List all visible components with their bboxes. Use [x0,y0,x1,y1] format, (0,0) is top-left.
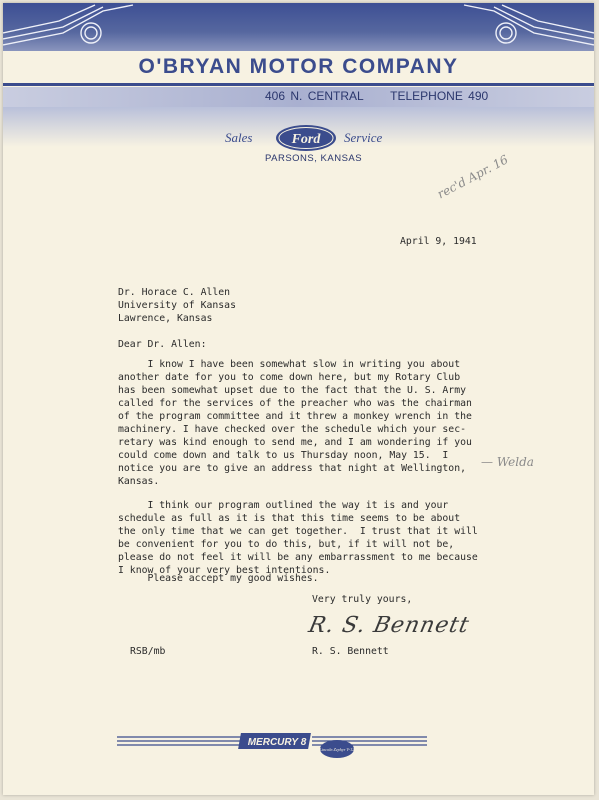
margin-note-text: Welda [496,455,534,469]
city-line: PARSONS, KANSAS [265,153,363,164]
salutation: Dear Dr. Allen: [118,339,207,350]
street-address: 406 N. CENTRAL [265,89,364,103]
right-wing-ornament-icon [454,3,594,53]
received-note: rec'd Apr. 16 [435,152,511,202]
complimentary-close: Very truly yours, [312,594,413,605]
paragraph-line: I know of your very best intentions. [118,565,331,576]
paragraph-line: the only time that we can get together. I trust that it will [118,526,478,537]
paragraph-line: schedule as full as it is that this time seems to be about [118,513,461,524]
ford-logo-text: Ford [291,132,321,147]
paragraph-line: could come down and talk to us Thursday noon, May 15. I [118,450,449,461]
telephone: TELEPHONE 490 [390,89,489,103]
paragraph-line: be convenient for you to do this, but, if it will not be, [118,539,455,550]
sales-label: Sales [225,130,253,145]
signature: R. S. Bennett [306,613,472,638]
paragraph-2 [118,499,558,577]
paragraph-line: notice you are to give an address that night at Wellington, [118,463,466,474]
typist-initials: RSB/mb [130,646,166,657]
ford-logo-icon [275,124,337,152]
footer-ornament [117,727,477,761]
recipient-name: Dr. Horace C. Allen [118,287,231,298]
service-label: Service [344,130,383,145]
paragraph-line: I think our program outlined the way it is and your [118,500,449,511]
paragraph-line: retary was kind enough to send me, and I am wondering if you [118,437,472,448]
paragraph-line: Kansas. [118,476,160,487]
paragraph-line: another date for you to come down here, but my Rotary Club [118,372,461,383]
paragraph-line: has been somewhat upset due to the fact that the U. S. Army [118,385,466,396]
recipient-city: Lawrence, Kansas [118,313,213,324]
paragraph-line: of the program committee and it threw a monkey wrench in the [118,411,472,422]
letter-page [3,3,594,795]
closing-wish: Please accept my good wishes. [118,573,319,584]
lincoln-zephyr-badge-text: Lincoln Zephyr V-12 [319,747,355,752]
left-wing-ornament-icon [3,3,143,53]
paragraph-line: called for the services of the preacher who was the chairman [118,398,472,409]
typed-signer-name: R. S. Bennett [312,646,389,657]
company-name: O'BRYAN MOTOR COMPANY [138,55,459,78]
header-rule [3,83,594,86]
recipient-org: University of Kansas [118,300,236,311]
address-line [265,89,488,103]
letter-date: April 9, 1941 [400,236,477,247]
mercury-logo-text: MERCURY 8 [247,737,307,748]
margin-note: — Welda [481,455,534,469]
paragraph-line: I know I have been somewhat slow in writing you about [118,359,461,370]
paragraph-line: machinery. I have checked over the schedule which your sec- [118,424,466,435]
paragraph-line: please do not feel it will be any embarrassment to me because [118,552,478,563]
